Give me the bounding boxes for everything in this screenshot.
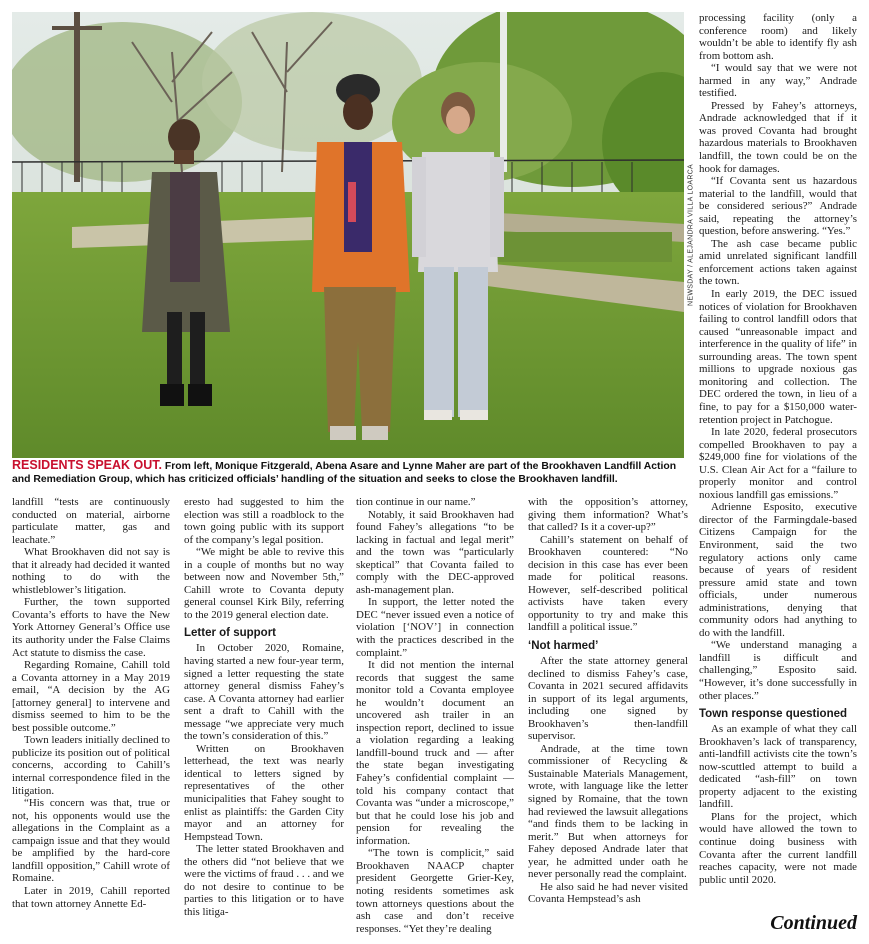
photo-illustration (12, 12, 684, 458)
subheading: ‘Not harmed’ (528, 640, 599, 653)
paragraph: Further, the town supported Covanta’s efforts to have the New York Attorney General’s Office use its authority under the False Claims Act statute to dismiss the case. (12, 596, 170, 659)
paragraph: Later in 2019, Cahill reported that town attorney Annette Ed- (12, 884, 170, 910)
paragraph: The ash case became public amid unrelated significant landfill enforcement actions taken against the town. (699, 237, 857, 288)
paragraph: “If Covanta sent us hazardous material to the landfill, would that be considered serious?” Andrade said, repeating the attorney’s question, before answering. “Yes.” (699, 175, 857, 238)
article-column-3 (356, 496, 514, 944)
paragraph: What Brookhaven did not say is that it already had decided it wanted nothing to do with the whistleblower’s litigation. (12, 546, 170, 596)
paragraph: “We understand managing a landfill is difficult and challenging,” Esposito said. “However, it’s done successfully in other places.” (699, 639, 857, 702)
caption-text: From left, Monique Fitzgerald, Abena Asare and Lynne Maher are part of the Brookhaven Landfill Action and Remediation Group, which has criticized officials’ handling of the situation and seeks to close the Brookhaven landfill. (12, 461, 677, 485)
paragraph: Written on Brookhaven letterhead, the text was nearly identical to letters signed by representatives of the other municipalities that Fahey sought to enlist as plaintiffs: the Garden City mayor and an attorney for Hempstead Town. (184, 742, 344, 843)
paragraph: “We might be able to revive this in a couple of months but no way between now and November 5th,” Cahill wrote to Covanta deputy general counsel Kirk Bily, referring to the 2019 general election date. (184, 546, 344, 621)
paragraph: In late 2020, federal prosecutors compelled Brookhaven to pay a $249,000 fine for violations of the U.S. Clean Air Act for a “failure to properly monitor and control noxious landfill gas emissions.” (699, 426, 857, 501)
article-column-1 (12, 496, 170, 944)
photo-credit (684, 12, 698, 458)
paragraph: “His concern was that, true or not, his opponents would use the allegations in the Complaint as a campaign issue and that they would be amplified by the hard-core landfill opposition,” Cahill wrote of Romaine. (12, 797, 170, 885)
paragraph: Pressed by Fahey’s attorneys, Andrade acknowledged that if it was proved Covanta had brought hazardous materials to Brookhaven landfill, the town could be on the hook for damages. (699, 99, 857, 175)
paragraph: Notably, it said Brookhaven had found Fahey’s allegations “to be lacking in factual and legal merit” and the town was “particularly skeptical” that Covanta failed to comply with the DEC-approved ash-management plan. (356, 508, 514, 596)
continued-label: Continued (770, 912, 857, 934)
paragraph: processing facility (only a conference room) and likely wouldn’t be able to identify fly ash from bottom ash. (699, 12, 857, 62)
paragraph: After the state attorney general declined to dismiss Fahey’s case, Covanta in 2021 secured affidavits in support of its legal arguments, including one signed by Brookhaven’s then-landfill supervisor. (528, 655, 688, 743)
caption-kicker: RESIDENTS SPEAK OUT. (12, 458, 163, 472)
paragraph: In early 2019, the DEC issued notices of violation for Brookhaven failing to control landfill odors that caused “unreasonable impact and interference in the quality of life” in surrounding areas. The town spent millions to upgrade noxious gas monitoring and collection. The DEC ordered the town, in lieu of a fine, to pay for a $150,000 water-retention project in Patchogue. (699, 288, 857, 426)
photo-credit-text: NEWSDAY / ALEJANDRA VILLA LOARCA (687, 163, 695, 307)
subheading: Town response questioned (699, 708, 848, 721)
paragraph: In support, the letter noted the DEC “never issued even a notice of violation [‘NOV’] in connection with the practices described in the complaint.” (356, 596, 514, 659)
paragraph: The letter stated Brookhaven and the others did “not believe that we were the victims of fraud . . . and we do not desire to continue to be parties to this litigation or to have this litiga- (184, 843, 344, 918)
paragraph: Adrienne Esposito, executive director of the Farmingdale-based Citizens Campaign for the Environment, said the two regulatory actions only came because of years of resident pressure amid state and town officials, under numerous administrations, denying that community odors had anything to do with the landfill. (699, 501, 857, 639)
paragraph: Town leaders initially declined to publicize its position out of political concerns, according to Cahill’s internal correspondence filed in the litigation. (12, 734, 170, 797)
paragraph: As an example of what they call Brookhaven’s lack of transparency, anti-landfill activists cite the town’s now-scuttled attempt to build a dedicated “ash-fill” on town property adjacent to the existing landfill. (699, 723, 857, 811)
article-column-2 (184, 496, 344, 944)
paragraph: “The town is complicit,” said Brookhaven NAACP chapter president Georgette Grier-Key, noting residents sometimes ask town attorneys questions about the ash case and don’t receive responses. “Yet they’re dealing (356, 847, 514, 935)
paragraph: tion continue in our name.” (356, 496, 476, 508)
photo-caption (12, 459, 684, 486)
paragraph: Regarding Romaine, Cahill told a Covanta attorney in a May 2019 email, “A decision by the AG [attorney general] to intervene and dismiss seemed to him to be the best possible outcome.” (12, 659, 170, 734)
paragraph: Cahill’s statement on behalf of Brookhaven countered: “No decision in this case has ever been made for political reasons. However, self-described political activists have taken every opportunity to try and make this landfill a political issue.” (528, 533, 688, 634)
article-column-4 (528, 496, 688, 944)
paragraph: eresto had suggested to him the election was still a roadblock to the town going public with its support of the company’s legal position. (184, 496, 344, 546)
paragraph: It did not mention the internal records that suggest the same monitor told a Covanta employee he wouldn’t document an uncovered ash trailer in an inspection report, declined to issue a violation regarding a leaking landfill-bound truck and — after the state began investigating Fahey’s confidential complaint — told his company contact that Covanta was “under a microscope,” but that he could lose his job and pension for revealing the information. (356, 659, 514, 847)
paragraph: landfill “tests are continuously conducted on material, airborne particulate matter, gas and leachate.” (12, 496, 170, 546)
subheading: Letter of support (184, 627, 276, 640)
paragraph: with the opposition’s attorney, giving them information? What’s that called? Is it a cover-up?” (528, 496, 688, 534)
paragraph: “I would say that we were not harmed in any way,” Andrade testified. (699, 62, 857, 100)
article-column-5 (699, 12, 857, 912)
paragraph: He also said he had never visited Covanta Hempstead’s ash (528, 880, 688, 906)
paragraph: Andrade, at the time town commissioner of Recycling & Sustainable Materials Management, wrote, with language like the letter signed by Romaine, that the town had reviewed the lawsuit allegations “and finds them to be lacking in merit.” But when attorneys for Fahey deposed Andrade later that year, he admitted under oath he never personally read the complaint. (528, 742, 688, 881)
paragraph: Plans for the project, which would have allowed the town to continue doing business with Covanta after the current landfill reaches capacity, were not made public until 2020. (699, 810, 857, 886)
news-photo (12, 12, 684, 458)
paragraph: In October 2020, Romaine, having started a new four-year term, signed a letter requesting the state attorney general dismiss Fahey’s case. A Covanta attorney had earlier sent a draft to Cahill with the message “we appreciate very much the town’s consideration of this.” (184, 642, 344, 743)
